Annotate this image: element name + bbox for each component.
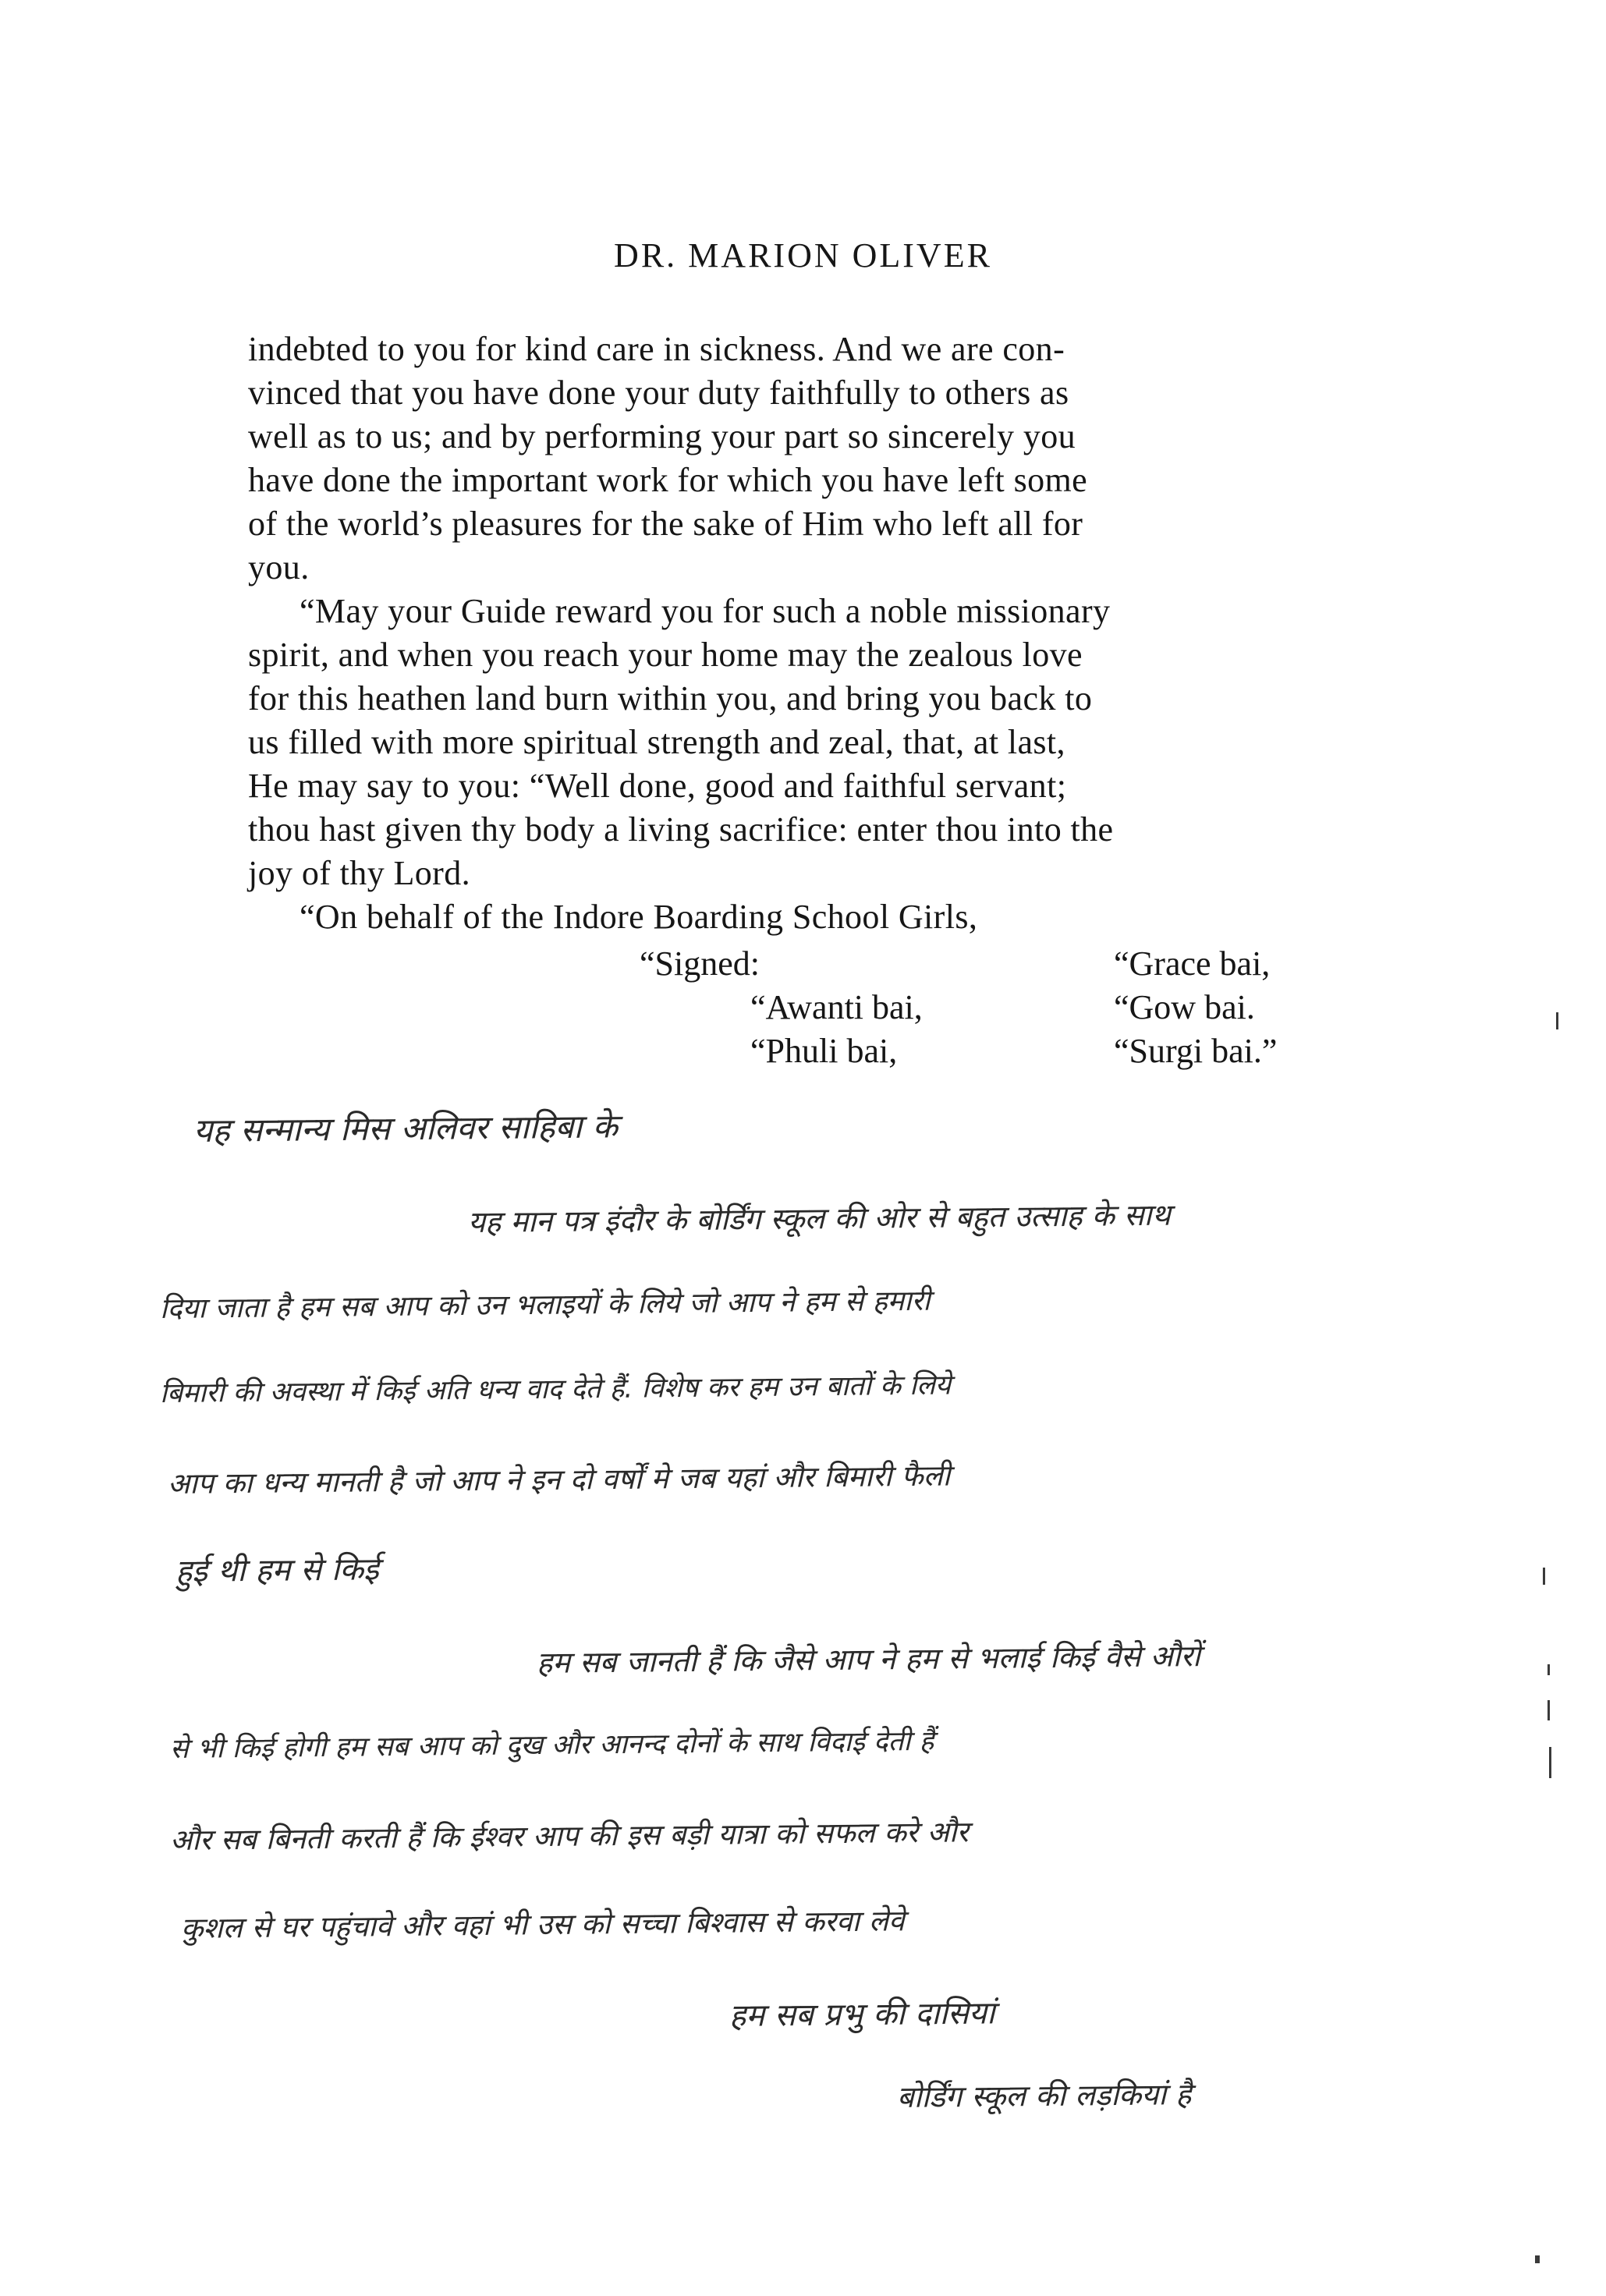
signed-label: “Signed: xyxy=(640,944,760,983)
handwritten-line: बोर्डिंग स्कूल की लड़कियां है xyxy=(896,2077,1192,2114)
body-line xyxy=(248,808,1371,852)
handwritten-line: आप का धन्य मानती है जो आप ने इन दो वर्षों मे जब यहां और बिमारी फैली xyxy=(167,1458,951,1501)
body-line xyxy=(248,721,1371,764)
body-line-text: “May your Guide reward you for such a noble missionary xyxy=(300,592,1111,630)
body-line xyxy=(248,502,1371,546)
body-line-text: us filled with more spiritual strength and zeal, that, at last, xyxy=(248,723,1065,761)
scan-mark xyxy=(1535,2255,1540,2263)
handwritten-line: हम सब प्रभु की दासियां xyxy=(729,1995,995,2034)
signatory-name: “Grace bai, xyxy=(1114,944,1271,983)
scan-mark xyxy=(1543,1568,1545,1585)
handwritten-line: और सब बिनती करती हैं कि ईश्वर आप की इस बड़ी यात्रा को सफल करे और xyxy=(169,1815,969,1857)
body-text xyxy=(248,328,1371,939)
handwritten-hindi-letter xyxy=(0,1092,1606,2293)
body-line-text: spirit, and when you reach your home may the zealous love xyxy=(248,636,1083,674)
body-line xyxy=(248,677,1371,721)
body-line-text: have done the important work for which you have left some xyxy=(248,461,1088,499)
body-line xyxy=(248,415,1371,459)
scan-mark xyxy=(1556,1012,1558,1029)
body-line xyxy=(248,371,1371,415)
handwritten-line: यह मान पत्र इंदौर के बोर्डिंग स्कूल की ओर से बहुत उत्साह के साथ xyxy=(467,1197,1171,1239)
body-line xyxy=(248,546,1371,590)
signatory-name: “Gow bai. xyxy=(1114,988,1255,1026)
body-line xyxy=(248,764,1371,808)
handwritten-line: कुशल से घर पहुंचावे और वहां भी उस को सच्चा बिश्वास से करवा लेवे xyxy=(180,1904,905,1945)
body-line-text: indebted to you for kind care in sickness. And we are con- xyxy=(248,330,1065,368)
handwritten-line: हुई थी हम से किई xyxy=(175,1551,379,1589)
body-line-text: He may say to you: “Well done, good and faithful servant; xyxy=(248,767,1067,805)
running-header: DR. MARION OLIVER xyxy=(614,236,992,275)
scan-mark xyxy=(1549,1747,1551,1778)
body-line-text: you. xyxy=(248,548,310,586)
handwritten-line: यह सन्मान्य मिस अलिवर साहिबा के xyxy=(193,1107,619,1150)
signatory-name: “Surgi bai.” xyxy=(1114,1032,1278,1070)
body-line xyxy=(248,895,1371,939)
handwritten-line: हम सब जानती हैं कि जैसे आप ने हम से भलाई किई वैसे औरों xyxy=(536,1639,1201,1680)
scan-mark xyxy=(1548,1664,1550,1675)
body-line xyxy=(248,633,1371,677)
handwritten-line: दिया जाता है हम सब आप को उन भलाइयों के लिये जो आप ने हम से हमारी xyxy=(159,1284,931,1325)
body-line-text: vinced that you have done your duty faithfully to others as xyxy=(248,374,1069,412)
body-line xyxy=(248,459,1371,502)
handwritten-line: से भी किई होगी हम सब आप को दुख और आनन्द दोनों के साथ विदाई देती हैं xyxy=(169,1725,934,1765)
body-line xyxy=(248,328,1371,371)
body-line xyxy=(248,590,1371,633)
body-line-text: well as to us; and by performing your part so sincerely you xyxy=(248,417,1076,455)
body-line-text: of the world’s pleasures for the sake of Him who left all for xyxy=(248,505,1083,543)
signatory-name: “Phuli bai, xyxy=(750,1032,898,1070)
body-line-text: joy of thy Lord. xyxy=(248,854,471,892)
body-line xyxy=(248,852,1371,895)
signatory-name: “Awanti bai, xyxy=(750,988,923,1026)
body-line-text: for this heathen land burn within you, and bring you back to xyxy=(248,679,1093,718)
scan-mark xyxy=(1548,1700,1550,1720)
handwritten-line: बिमारी की अवस्था में किई अति धन्य वाद देते हैं. विशेष कर हम उन बातों के लिये xyxy=(159,1369,952,1409)
body-line-text: thou hast given thy body a living sacrifice: enter thou into the xyxy=(248,810,1114,849)
body-line-text: “On behalf of the Indore Boarding School Girls, xyxy=(300,898,978,936)
